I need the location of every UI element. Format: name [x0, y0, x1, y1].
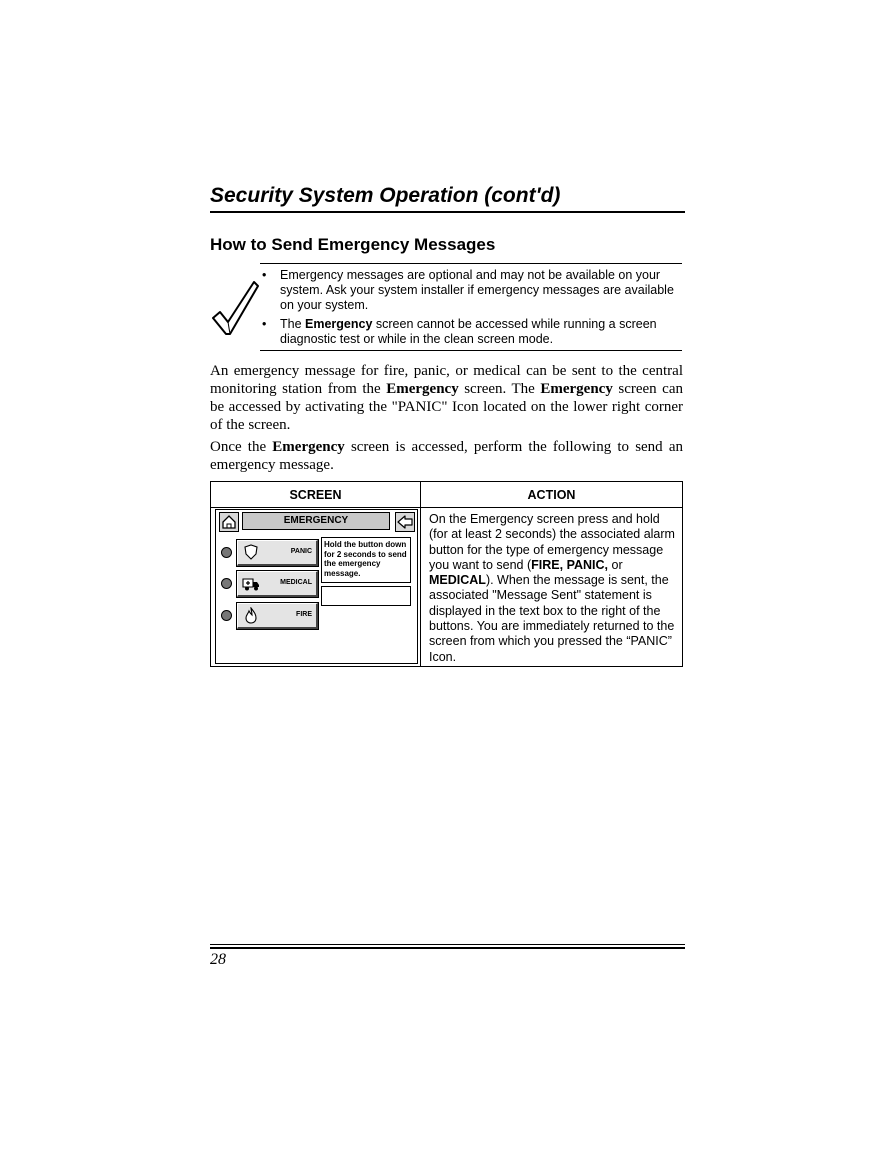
shield-icon: [242, 544, 260, 561]
para-bold: Emergency: [540, 381, 613, 397]
arrow-left-icon: [396, 513, 414, 531]
fire-led: [221, 610, 232, 621]
fire-button[interactable]: [237, 603, 318, 629]
para-text: screen. The: [458, 381, 541, 397]
action-text: or: [608, 557, 623, 572]
para-text: screen can be accessed by activating the "PANIC" Icon located on the lower right corner of the screen.: [210, 381, 683, 433]
note-text: Emergency messages are optional and may not be available on your system. Ask your system installer if emergency messages are available on your system.: [280, 268, 674, 312]
note-bold: Emergency: [305, 317, 373, 331]
note-text: screen cannot be accessed while running a screen diagnostic test or while in the clean screen mode.: [280, 317, 657, 346]
footer-rule: [210, 947, 685, 949]
message-status-box: [321, 586, 411, 606]
ambulance-icon: [242, 575, 260, 592]
back-button[interactable]: [395, 512, 415, 532]
intro-paragraph: [210, 362, 683, 434]
panic-button[interactable]: [237, 540, 318, 566]
panic-label: PANIC: [290, 548, 312, 555]
emergency-screen-mock: [215, 509, 418, 664]
para-text: Once the: [210, 439, 273, 455]
panic-led: [221, 547, 232, 558]
checkmark-icon: [210, 278, 260, 336]
para-bold: Emergency: [272, 439, 345, 455]
column-divider: [420, 482, 421, 666]
section-heading: How to Send Emergency Messages: [210, 235, 496, 254]
para-text: An emergency message for fire, panic, or medical can be sent to the central monitoring station from the: [210, 363, 683, 397]
note-box: [260, 263, 682, 351]
medical-led: [221, 578, 232, 589]
screen-title: EMERGENCY: [242, 512, 390, 530]
note-item: [260, 317, 682, 347]
flame-icon: [242, 607, 260, 624]
action-text: ). When the message is sent, the associated "Message Sent" statement is displayed in the text box to the right of the buttons. You are immediately returned to the screen from which you pressed the “PANIC” Icon.: [429, 573, 675, 664]
action-text: On the Emergency screen press and hold (for at least 2 seconds) the associated alarm button for the type of emergency message you want to send (: [429, 512, 675, 572]
medical-button[interactable]: [237, 571, 318, 597]
medical-label: MEDICAL: [280, 579, 312, 586]
screen-action-table: [210, 481, 683, 667]
page-title: Security System Operation (cont'd): [210, 184, 685, 213]
house-icon: [220, 513, 238, 531]
instruction-paragraph: [210, 438, 683, 474]
para-text: screen is accessed, perform the following to send an emergency message.: [210, 439, 683, 473]
footer-rule: [210, 944, 685, 945]
hint-text-box: Hold the button down for 2 seconds to send the emergency message.: [321, 537, 411, 583]
action-bold: MEDICAL: [429, 573, 486, 588]
action-description: [429, 512, 679, 665]
header-screen: SCREEN: [211, 482, 421, 508]
para-bold: Emergency: [386, 381, 459, 397]
note-text: The: [280, 317, 306, 331]
fire-label: FIRE: [296, 611, 312, 618]
home-button[interactable]: [219, 512, 239, 532]
header-action: ACTION: [421, 482, 682, 508]
action-bold: FIRE, PANIC,: [531, 557, 609, 572]
page-number: 28: [210, 951, 226, 968]
note-item: [260, 268, 682, 313]
